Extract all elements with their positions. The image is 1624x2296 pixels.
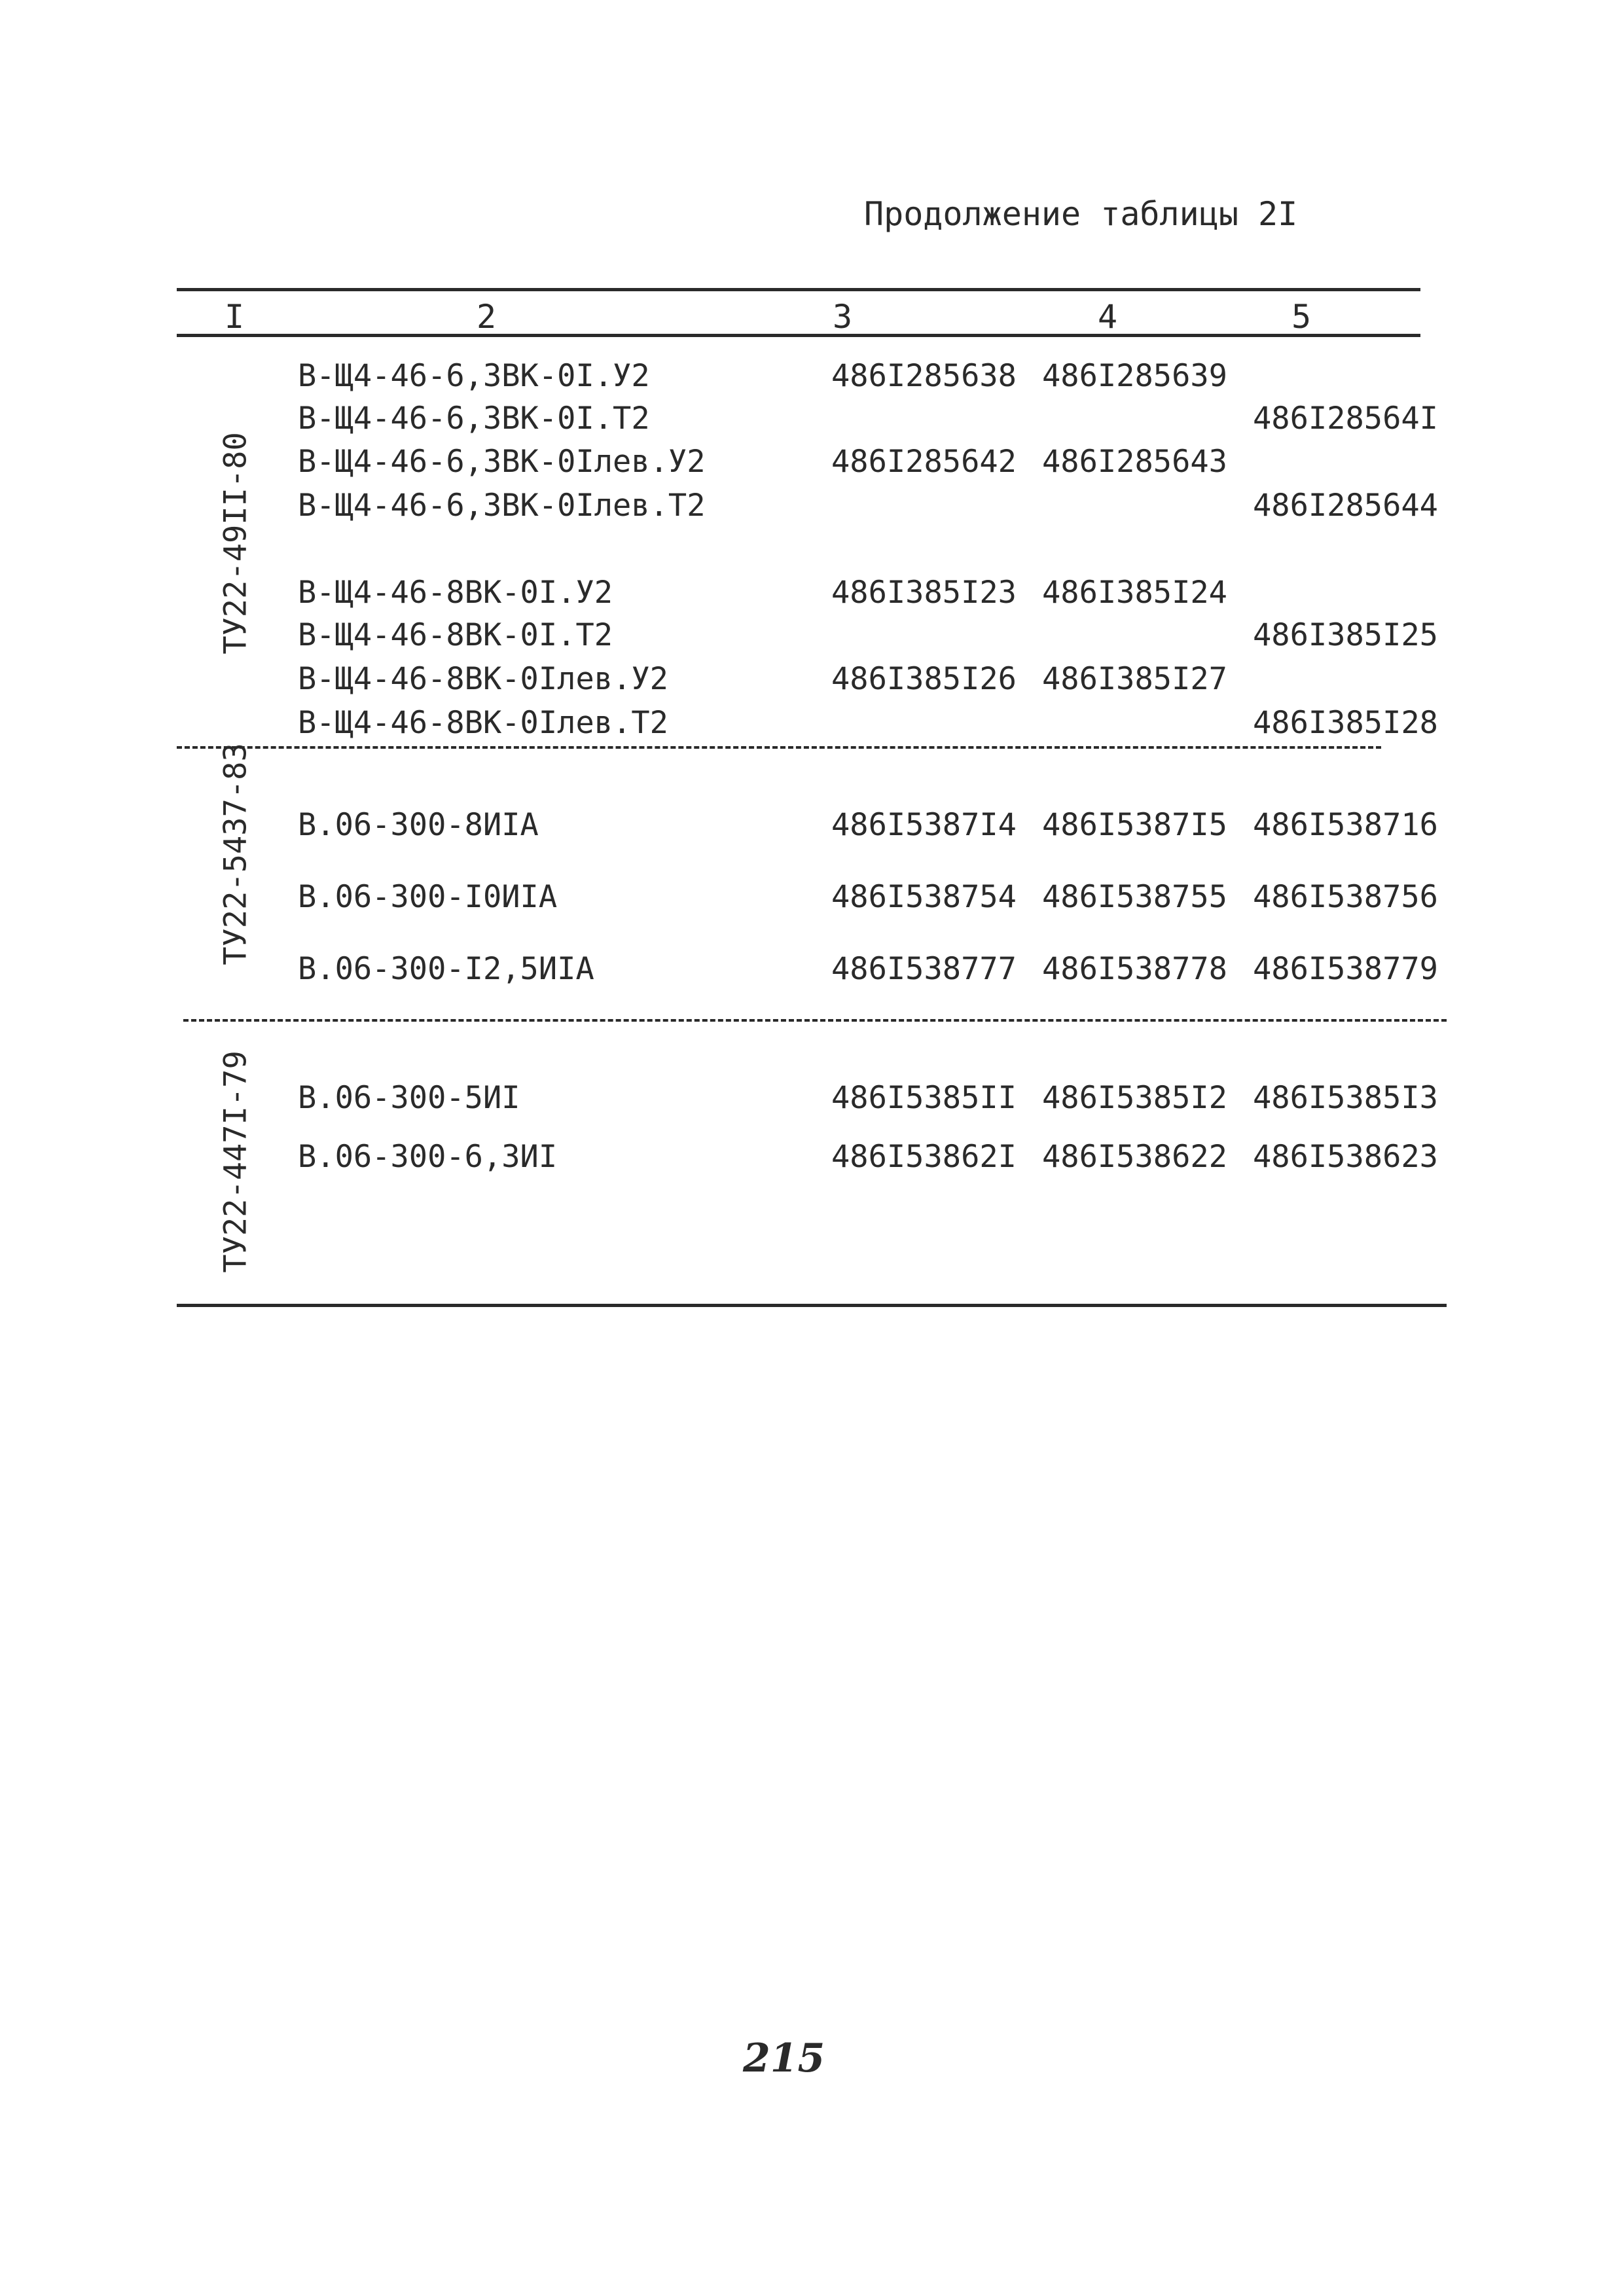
table-bottom-rule <box>177 1304 1447 1307</box>
cell-col4: 486I285643 <box>1042 444 1227 480</box>
cell-name: В-Щ4-46-8ВК-0Iлев.Т2 <box>298 705 668 741</box>
group-standard-label: ТУ22-5437-83 <box>217 743 254 965</box>
table-caption: Продолжение таблицы 2I <box>864 195 1298 233</box>
cell-name: В.06-300-5ИI <box>298 1080 520 1116</box>
cell-col3: 486I385I23 <box>831 575 1017 611</box>
cell-col5: 486I538623 <box>1253 1139 1438 1175</box>
column-header-3: 3 <box>833 298 853 336</box>
cell-col4: 486I538778 <box>1042 951 1227 987</box>
cell-name: В-Щ4-46-8ВК-0I.Т2 <box>298 617 613 653</box>
cell-col5: 486I538716 <box>1253 807 1438 843</box>
page-number: 215 <box>743 2036 825 2081</box>
cell-col4: 486I5387I5 <box>1042 807 1227 843</box>
cell-col5: 486I28564I <box>1253 401 1438 437</box>
cell-name: В-Щ4-46-8ВК-0I.У2 <box>298 575 613 611</box>
group-divider <box>183 1019 1447 1022</box>
cell-col4: 486I5385I2 <box>1042 1080 1227 1116</box>
header-bottom-rule <box>177 334 1420 337</box>
cell-name: В.06-300-I2,5ИIА <box>298 951 594 987</box>
cell-col3: 486I538754 <box>831 879 1017 915</box>
cell-col4: 486I385I27 <box>1042 661 1227 697</box>
column-header-5: 5 <box>1291 298 1312 336</box>
column-header-1: I <box>225 298 245 336</box>
cell-col5: 486I5385I3 <box>1253 1080 1438 1116</box>
cell-col5: 486I385I25 <box>1253 617 1438 653</box>
cell-name: В-Щ4-46-6,3ВК-0Iлев.У2 <box>298 444 706 480</box>
cell-col3: 486I538777 <box>831 951 1017 987</box>
cell-name: В-Щ4-46-8ВК-0Iлев.У2 <box>298 661 668 697</box>
cell-col3: 486I5385II <box>831 1080 1017 1116</box>
cell-name: В-Щ4-46-6,3ВК-0I.У2 <box>298 358 650 394</box>
cell-name: В.06-300-6,3ИI <box>298 1139 558 1175</box>
group-standard-label: ТУ22-49II-80 <box>217 432 254 655</box>
column-header-2: 2 <box>477 298 497 336</box>
cell-name: В-Щ4-46-6,3ВК-0Iлев.Т2 <box>298 488 706 524</box>
cell-col5: 486I385I28 <box>1253 705 1438 741</box>
cell-name: В.06-300-8ИIА <box>298 807 539 843</box>
cell-col3: 486I5387I4 <box>831 807 1017 843</box>
group-standard-label: ТУ22-447I-79 <box>217 1050 254 1273</box>
cell-col4: 486I538622 <box>1042 1139 1227 1175</box>
cell-col5: 486I538779 <box>1253 951 1438 987</box>
cell-col3: 486I385I26 <box>831 661 1017 697</box>
cell-name: В.06-300-I0ИIА <box>298 879 558 915</box>
table-top-rule <box>177 288 1420 291</box>
cell-name: В-Щ4-46-6,3ВК-0I.Т2 <box>298 401 650 437</box>
cell-col4: 486I385I24 <box>1042 575 1227 611</box>
cell-col3: 486I53862I <box>831 1139 1017 1175</box>
cell-col5: 486I285644 <box>1253 488 1438 524</box>
cell-col3: 486I285638 <box>831 358 1017 394</box>
cell-col4: 486I285639 <box>1042 358 1227 394</box>
cell-col3: 486I285642 <box>831 444 1017 480</box>
column-header-4: 4 <box>1098 298 1118 336</box>
group-divider <box>177 746 1381 749</box>
cell-col5: 486I538756 <box>1253 879 1438 915</box>
cell-col4: 486I538755 <box>1042 879 1227 915</box>
